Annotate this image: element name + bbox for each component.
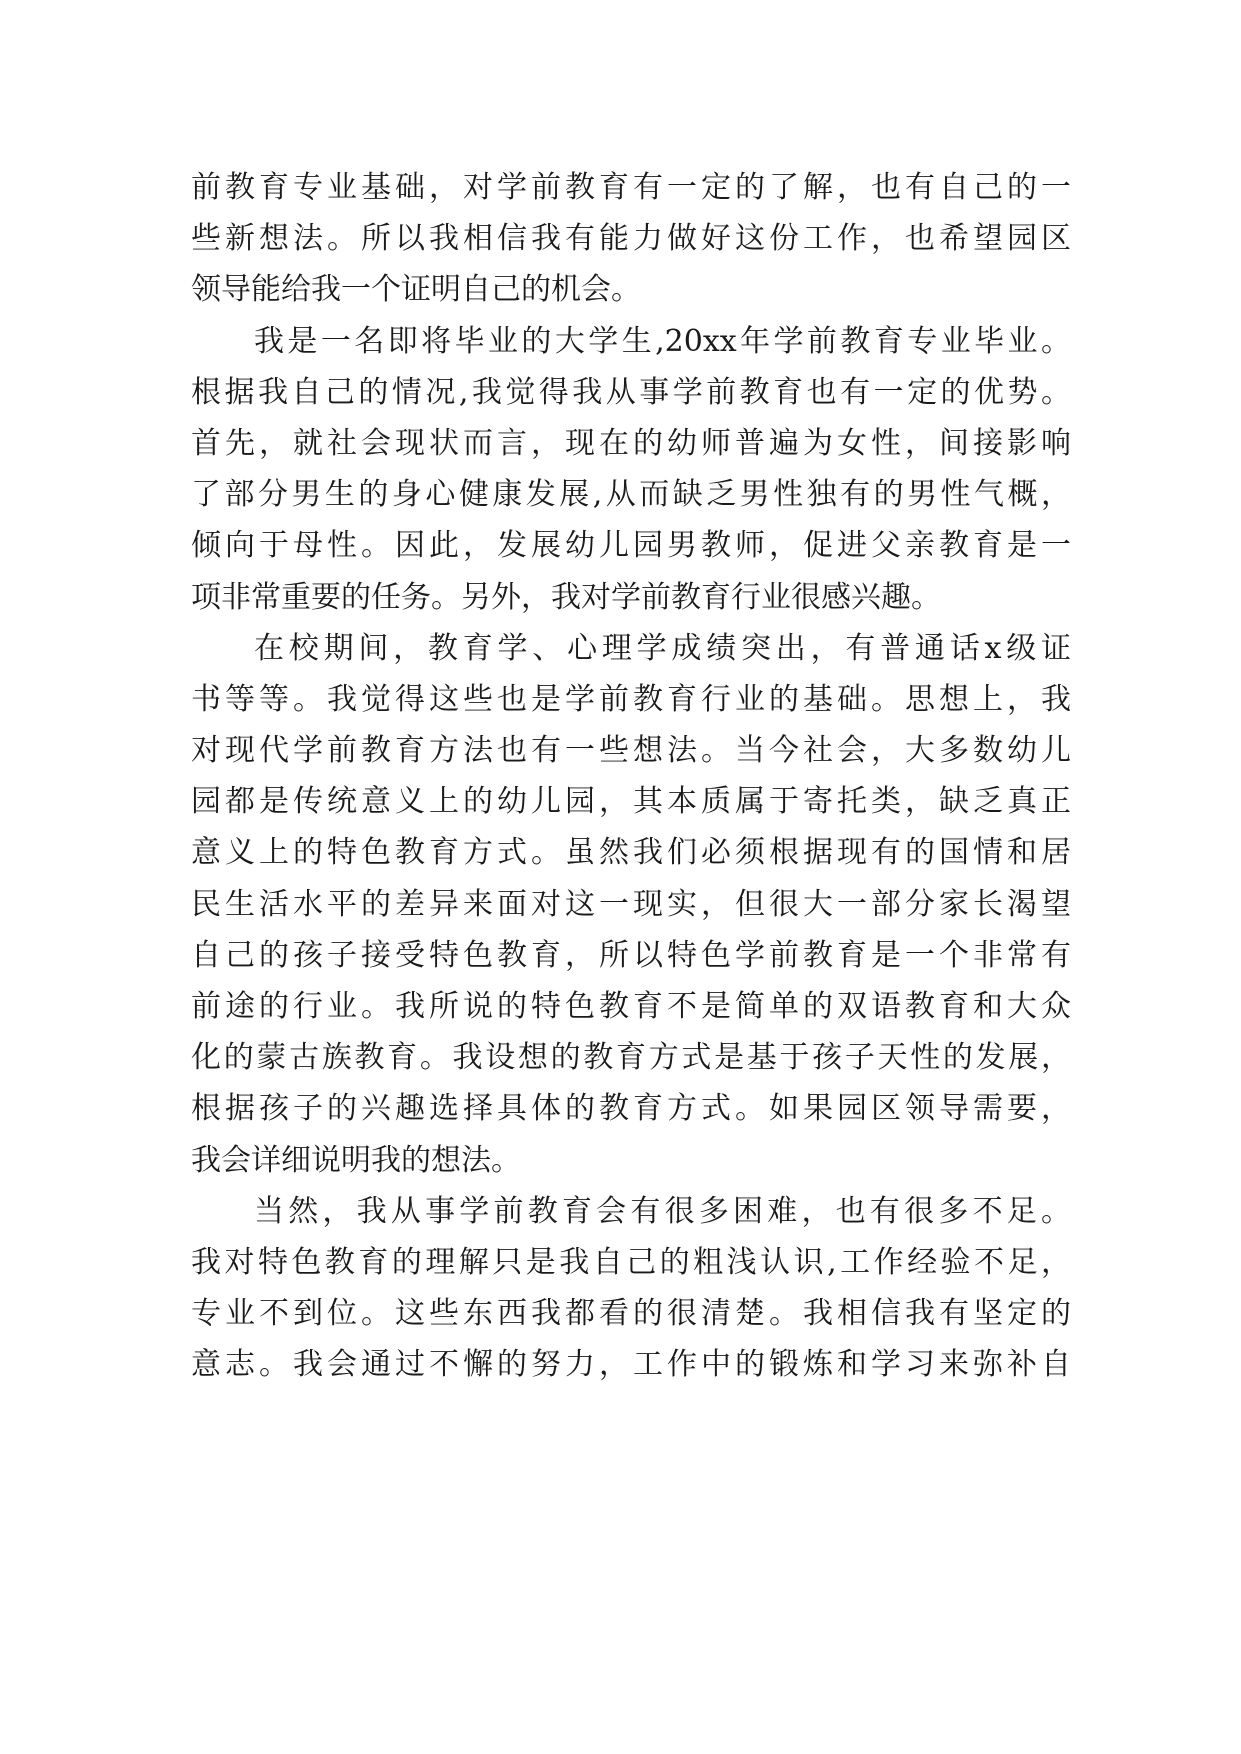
text-line: 自己的孩子接受特色教育，所以特色学前教育是一个非常有 xyxy=(191,937,1071,973)
text-line: 园都是传统意义上的幼儿园，其本质属于寄托类，缺乏真正 xyxy=(191,784,1071,820)
text-line: 书等等。我觉得这些也是学前教育行业的基础。思想上，我 xyxy=(191,681,1071,717)
text-line: 我对特色教育的理解只是我自己的粗浅认识,工作经验不足， xyxy=(191,1244,1071,1280)
text-line: 意义上的特色教育方式。虽然我们必须根据现有的国情和居 xyxy=(191,835,1071,871)
text-line: 倾向于母性。因此，发展幼儿园男教师，促进父亲教育是一 xyxy=(191,528,1071,564)
text-line: 根据孩子的兴趣选择具体的教育方式。如果园区领导需要， xyxy=(191,1091,1071,1127)
text-line: 我会详细说明我的想法。 xyxy=(191,1142,521,1178)
paragraph-2 xyxy=(191,316,1071,623)
text-line: 些新想法。所以我相信我有能力做好这份工作，也希望园区 xyxy=(191,221,1071,257)
text-line: 意志。我会通过不懈的努力，工作中的锻炼和学习来弥补自 xyxy=(191,1347,1071,1383)
text-line: 我是一名即将毕业的大学生,20xx年学前教育专业毕业。 xyxy=(254,323,1071,359)
paragraph-4 xyxy=(191,1186,1071,1391)
text-line: 项非常重要的任务。另外，我对学前教育行业很感兴趣。 xyxy=(191,579,941,615)
text-line: 了部分男生的身心健康发展,从而缺乏男性独有的男性气概， xyxy=(191,477,1071,513)
text-line: 首先，就社会现状而言，现在的幼师普遍为女性，间接影响 xyxy=(191,425,1071,461)
text-line: 在校期间，教育学、心理学成绩突出，有普通话x级证 xyxy=(254,630,1071,666)
text-line: 对现代学前教育方法也有一些想法。当今社会，大多数幼儿 xyxy=(191,733,1071,769)
paragraph-3 xyxy=(191,623,1071,1186)
paragraph-1 xyxy=(191,162,1071,316)
text-line: 前教育专业基础，对学前教育有一定的了解，也有自己的一 xyxy=(191,170,1071,205)
text-line: 专业不到位。这些东西我都看的很清楚。我相信我有坚定的 xyxy=(191,1296,1071,1332)
text-line: 前途的行业。我所说的特色教育不是简单的双语教育和大众 xyxy=(191,989,1071,1024)
text-line: 化的蒙古族教育。我设想的教育方式是基于孩子天性的发展， xyxy=(191,1040,1071,1076)
text-line: 当然，我从事学前教育会有很多困难，也有很多不足。 xyxy=(254,1193,1071,1229)
text-line: 领导能给我一个证明自己的机会。 xyxy=(191,272,641,308)
text-line: 民生活水平的差异来面对这一现实，但很大一部分家长渴望 xyxy=(191,886,1071,922)
text-line: 根据我自己的情况,我觉得我从事学前教育也有一定的优势。 xyxy=(191,374,1071,410)
document-body xyxy=(191,162,1071,1391)
